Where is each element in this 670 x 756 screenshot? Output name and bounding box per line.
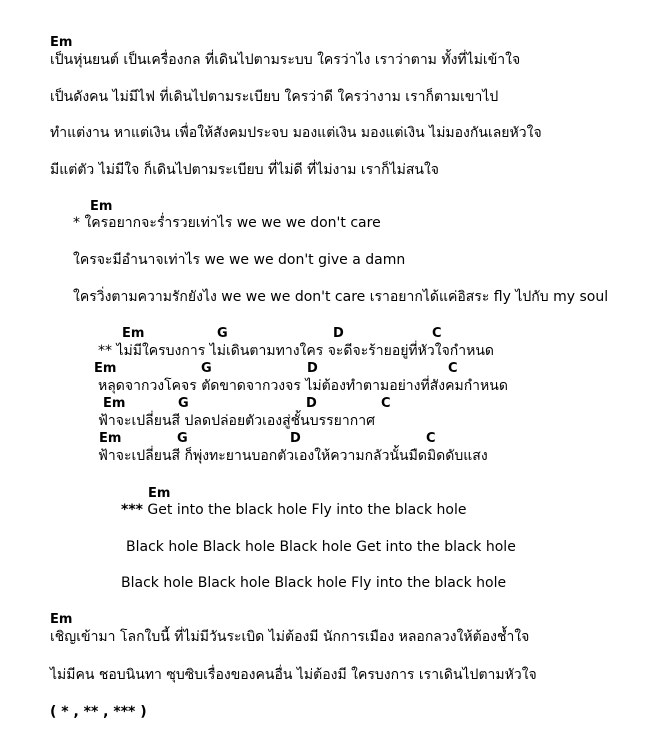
chord-hook: Em bbox=[148, 486, 171, 501]
bridge-line-2: หลุดจากวงโคจร ตัดขาดจากวงจร ไม่ต้องทำตามอย่างที่สังคมกำหนด bbox=[98, 378, 508, 394]
bridge-line-1: ** ไม่มีใครบงการ ไม่เดินตามทางใคร จะดีจะร้ายอยู่ที่หัวใจกำหนด bbox=[98, 343, 495, 359]
chord-bridge2-g: G bbox=[201, 361, 212, 376]
verse2-line-1: เชิญเข้ามา โลกใบนี้ ที่ไม่มีวันระเบิด ไม่ต้องมี นักการเมือง หลอกลวงให้ต้องช้ำใจ bbox=[50, 629, 530, 645]
chord-bridge1-c: C bbox=[432, 326, 442, 341]
chord-bridge4-g: G bbox=[177, 431, 188, 446]
chord-bridge4-em: Em bbox=[99, 431, 122, 446]
chorus1-line-1: * ใครอยากจะร่ำรวยเท่าไร we we we don't care bbox=[73, 215, 381, 231]
hook-line-2: Black hole Black hole Black hole Get into the black hole bbox=[126, 539, 516, 555]
verse1-line-3: ทำแต่งาน หาแต่เงิน เพื่อให้สังคมประจบ มองแต่เงิน มองแต่เงิน ไม่มองกันเลยหัวใจ bbox=[50, 125, 542, 141]
hook-line-1 bbox=[121, 501, 466, 519]
chord-bridge1-em: Em bbox=[122, 326, 145, 341]
verse1-line-1: เป็นหุ่นยนต์ เป็นเครื่องกล ที่เดินไปตามระบบ ใครว่าไง เราว่าตาม ทั้งที่ไม่เข้าใจ bbox=[50, 52, 521, 68]
chorus1-line-3: ใครวิ่งตามความรักยังไง we we we don't care เราอยากได้แค่อิสระ fly ไปกับ my soul bbox=[73, 289, 609, 305]
chord-bridge2-d: D bbox=[307, 361, 318, 376]
verse2-line-2: ไม่มีคน ชอบนินทา ซุบซิบเรื่องของคนอื่น ไม่ต้องมี ใครบงการ เราเดินไปตามหัวใจ bbox=[50, 667, 537, 683]
chord-bridge3-g: G bbox=[178, 396, 189, 411]
bridge-line-4: ฟ้าจะเปลี่ยนสี ก็พุ่งทะยานบอกตัวเองให้ความกลัวนั้นมืดมิดดับแสง bbox=[98, 448, 488, 464]
hook-marker: *** bbox=[121, 502, 143, 518]
chord-bridge3-em: Em bbox=[103, 396, 126, 411]
chord-bridge3-c: C bbox=[381, 396, 391, 411]
chord-chorus1: Em bbox=[90, 199, 113, 214]
chord-bridge4-c: C bbox=[426, 431, 436, 446]
chord-verse1: Em bbox=[50, 35, 73, 50]
bridge-line-3: ฟ้าจะเปลี่ยนสี ปลดปล่อยตัวเองสู่ชั้นบรรยากาศ bbox=[98, 413, 375, 429]
hook-line-1-text: Get into the black hole Fly into the black hole bbox=[147, 502, 467, 518]
chord-bridge4-d: D bbox=[290, 431, 301, 446]
chord-bridge2-em: Em bbox=[94, 361, 117, 376]
verse1-line-2: เป็นดังคน ไม่มีไฟ ที่เดินไปตามระเบียบ ใครว่าดี ใครว่างาม เราก็ตามเขาไป bbox=[50, 89, 499, 105]
chord-bridge2-c: C bbox=[448, 361, 458, 376]
hook-line-3: Black hole Black hole Black hole Fly into the black hole bbox=[121, 575, 507, 591]
chord-bridge3-d: D bbox=[306, 396, 317, 411]
chorus1-line-2: ใครจะมีอำนาจเท่าไร we we we don't give a damn bbox=[73, 252, 406, 268]
chord-bridge1-d: D bbox=[333, 326, 344, 341]
chord-verse2: Em bbox=[50, 612, 73, 627]
verse1-line-4: มีแต่ตัว ไม่มีใจ ก็เดินไปตามระเบียบ ที่ไม่ดี ที่ไม่งาม เราก็ไม่สนใจ bbox=[50, 162, 439, 178]
repeat-marker: ( * , ** , *** ) bbox=[50, 704, 147, 720]
chord-bridge1-g: G bbox=[217, 326, 228, 341]
